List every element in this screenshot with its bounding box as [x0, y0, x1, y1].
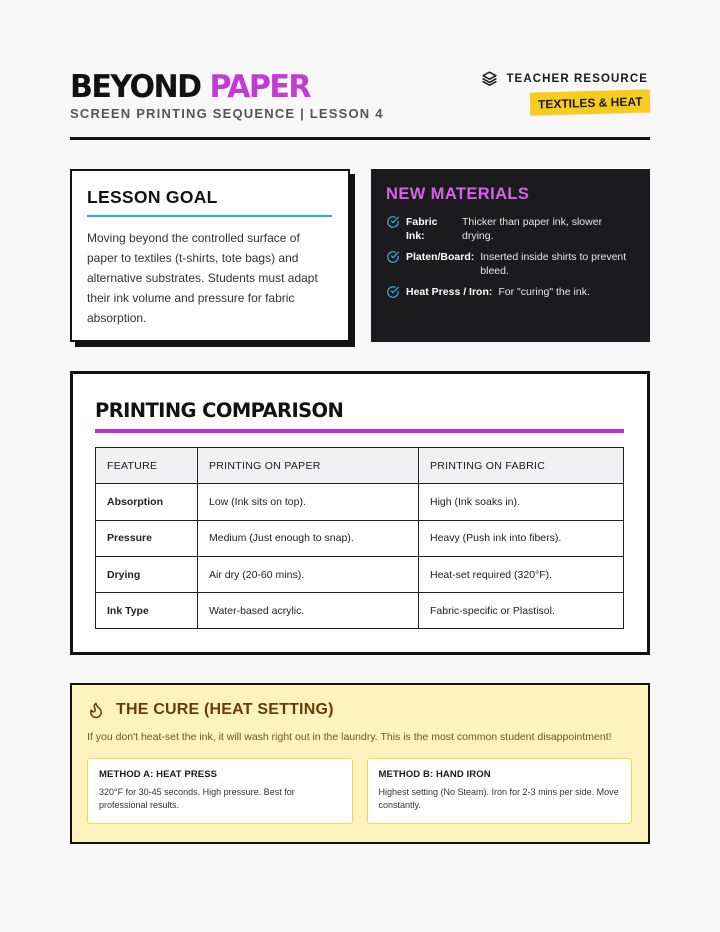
material-item: [386, 250, 636, 278]
title-main: BEYOND: [70, 69, 201, 105]
page-subtitle: SCREEN PRINTING SEQUENCE | LESSON 4: [70, 106, 384, 121]
table-cell-feature: Drying: [96, 556, 198, 592]
teacher-resource-text: TEACHER RESOURCE: [506, 72, 648, 85]
method-text: Highest setting (No Steam). Iron for 2-3 mins per side. Move constantly.: [378, 787, 619, 810]
header-divider: [70, 137, 650, 140]
table-cell: Heavy (Push ink into fibers).: [419, 520, 624, 556]
material-label: Heat Press / Iron:: [406, 286, 493, 298]
table-cell-feature: Ink Type: [96, 593, 198, 629]
table-header-row: [96, 448, 624, 484]
method-title: METHOD A: HEAT PRESS: [99, 769, 218, 780]
table-cell: High (Ink soaks in).: [419, 484, 624, 520]
table-row: [96, 593, 624, 629]
table-row: [96, 520, 624, 556]
lesson-goal-title: LESSON GOAL: [87, 187, 332, 217]
new-materials-card: [371, 169, 650, 342]
table-cell: Fabric-specific or Plastisol.: [419, 593, 624, 629]
cure-intro: If you don't heat-set the ink, it will wash right out in the laundry. This is the most common student disappointment!: [87, 731, 612, 743]
comparison-title: PRINTING COMPARISON: [95, 399, 624, 433]
table-cell: Air dry (20-60 mins).: [198, 556, 419, 592]
lesson-goal-text: Moving beyond the controlled surface of paper to textiles (t-shirts, tote bags) and alternative substrates. Students must adapt their ink volume and pressure for fabric absorption.: [87, 231, 318, 325]
cure-title: THE CURE (HEAT SETTING): [116, 701, 334, 718]
new-materials-title: NEW MATERIALS: [386, 185, 530, 203]
page-title: [70, 68, 310, 106]
material-label: Platen/Board:: [406, 251, 475, 263]
teacher-resource-label: [481, 70, 648, 87]
check-circle-icon: [386, 250, 400, 264]
table-row: [96, 556, 624, 592]
material-item: [386, 215, 636, 243]
table-cell-feature: Pressure: [96, 520, 198, 556]
method-card: [367, 758, 633, 824]
comparison-table: [95, 447, 624, 629]
material-desc: Thicker than paper ink, slower drying.: [462, 216, 603, 242]
table-cell: Medium (Just enough to snap).: [198, 520, 419, 556]
lesson-goal-card: [70, 169, 350, 342]
material-item: [386, 285, 636, 299]
flame-icon: [87, 700, 105, 720]
material-desc: Inserted inside shirts to prevent bleed.: [480, 251, 627, 277]
page-header: [70, 66, 650, 142]
table-header-cell: FEATURE: [96, 448, 198, 484]
topic-tag: TEXTILES & HEAT: [529, 89, 650, 115]
table-cell-feature: Absorption: [96, 484, 198, 520]
title-accent: PAPER: [209, 69, 310, 105]
material-desc: For "curing" the ink.: [498, 286, 590, 298]
table-header-cell: PRINTING ON FABRIC: [419, 448, 624, 484]
printing-comparison-section: [70, 371, 650, 655]
cure-methods: [87, 758, 632, 824]
method-card: [87, 758, 353, 824]
heat-setting-callout: [70, 683, 650, 844]
table-header-cell: PRINTING ON PAPER: [198, 448, 419, 484]
table-cell: Heat-set required (320°F).: [419, 556, 624, 592]
material-label: Fabric Ink:: [406, 216, 438, 242]
layers-icon: [481, 70, 498, 87]
check-circle-icon: [386, 215, 400, 229]
method-text: 320°F for 30-45 seconds. High pressure. Best for professional results.: [99, 787, 295, 810]
table-cell: Water-based acrylic.: [198, 593, 419, 629]
table-row: [96, 484, 624, 520]
check-circle-icon: [386, 285, 400, 299]
cure-heading: [87, 700, 632, 720]
method-title: METHOD B: HAND IRON: [378, 769, 491, 780]
table-cell: Low (Ink sits on top).: [198, 484, 419, 520]
